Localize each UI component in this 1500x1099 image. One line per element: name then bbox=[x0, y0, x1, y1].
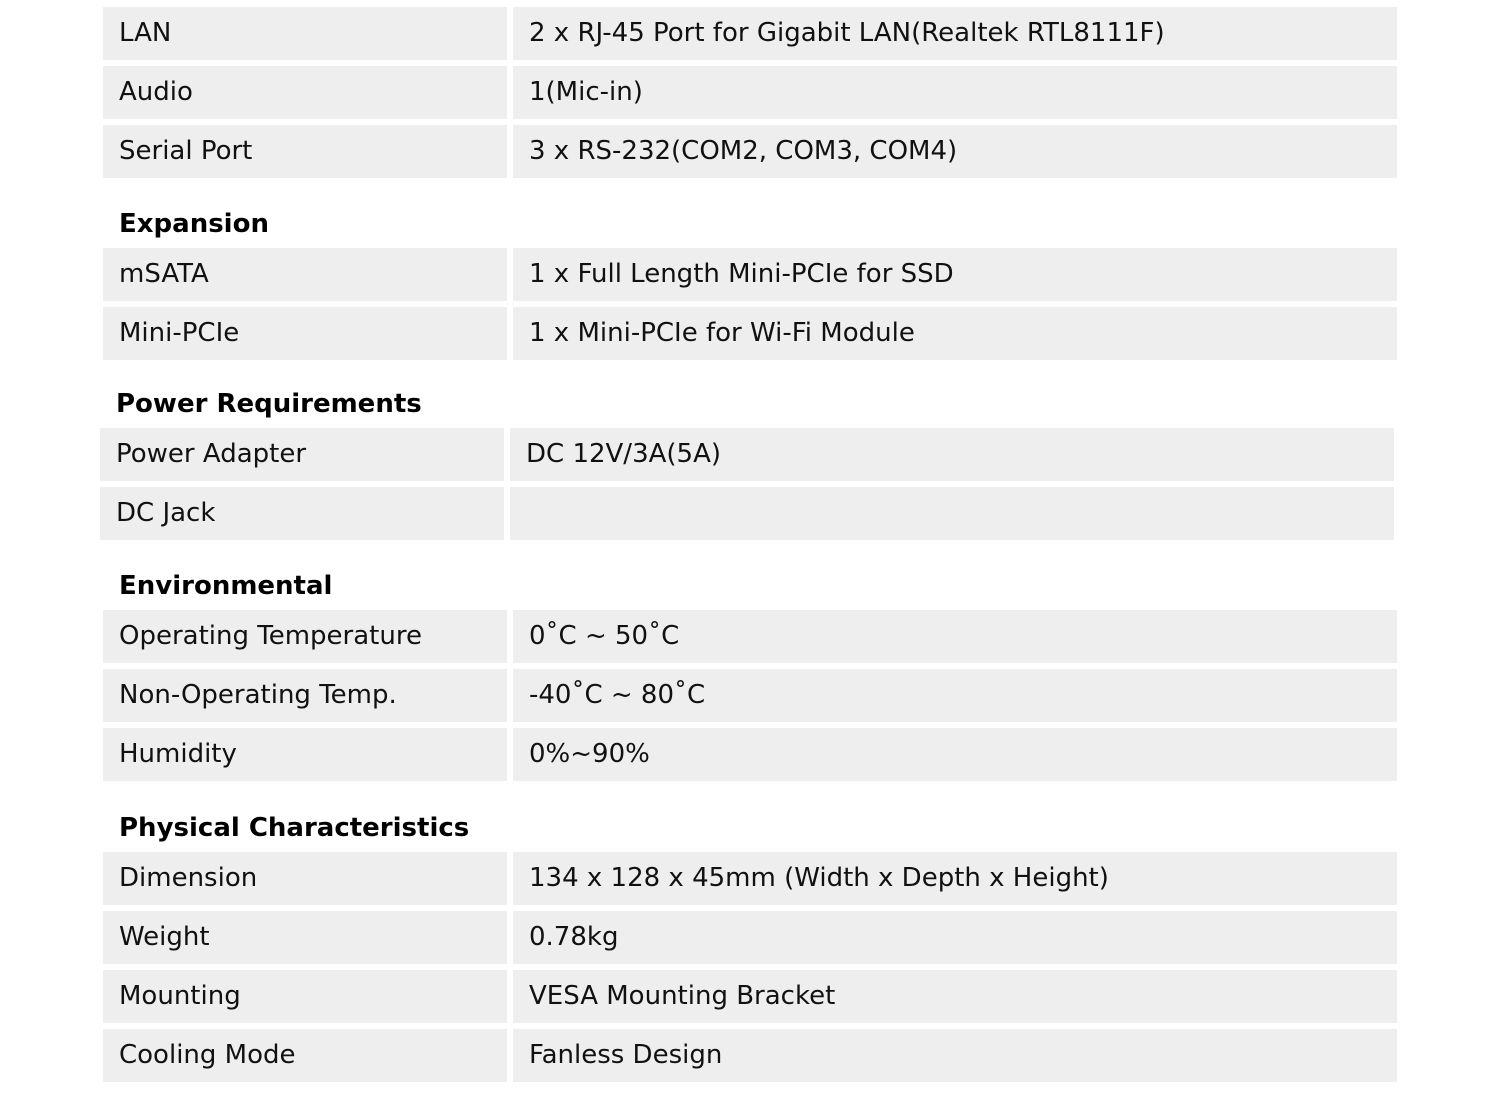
spec-label: Humidity bbox=[103, 728, 507, 781]
spec-value: DC 12V/3A(5A) bbox=[510, 428, 1394, 481]
spec-value: 134 x 128 x 45mm (Width x Depth x Height) bbox=[513, 852, 1397, 905]
spec-label: Non-Operating Temp. bbox=[103, 669, 507, 722]
spec-label: DC Jack bbox=[100, 487, 504, 540]
spec-label: mSATA bbox=[103, 248, 507, 301]
spec-label: Audio bbox=[103, 66, 507, 119]
spec-label: LAN bbox=[103, 7, 507, 60]
spec-value: 1 x Mini-PCIe for Wi-Fi Module bbox=[513, 307, 1397, 360]
spec-label: Power Adapter bbox=[100, 428, 504, 481]
spec-value: 1 x Full Length Mini-PCIe for SSD bbox=[513, 248, 1397, 301]
spec-value: 0.78kg bbox=[513, 911, 1397, 964]
section-title-expansion: Expansion bbox=[119, 209, 269, 239]
spec-label: Mini-PCIe bbox=[103, 307, 507, 360]
spec-label: Operating Temperature bbox=[103, 610, 507, 663]
spec-value: 0%~90% bbox=[513, 728, 1397, 781]
spec-value: Fanless Design bbox=[513, 1029, 1397, 1082]
spec-value: VESA Mounting Bracket bbox=[513, 970, 1397, 1023]
spec-value: -40˚C ~ 80˚C bbox=[513, 669, 1397, 722]
spec-label: Cooling Mode bbox=[103, 1029, 507, 1082]
section-title-power-requirements: Power Requirements bbox=[116, 389, 422, 419]
spec-label: Weight bbox=[103, 911, 507, 964]
spec-value: 3 x RS-232(COM2, COM3, COM4) bbox=[513, 125, 1397, 178]
spec-value: 0˚C ~ 50˚C bbox=[513, 610, 1397, 663]
section-title-environmental: Environmental bbox=[119, 571, 333, 601]
spec-value bbox=[510, 487, 1394, 540]
section-title-physical-characteristics: Physical Characteristics bbox=[119, 813, 470, 843]
spec-label: Mounting bbox=[103, 970, 507, 1023]
spec-value: 1(Mic-in) bbox=[513, 66, 1397, 119]
spec-label: Dimension bbox=[103, 852, 507, 905]
spec-value: 2 x RJ-45 Port for Gigabit LAN(Realtek RTL8111F) bbox=[513, 7, 1397, 60]
spec-label: Serial Port bbox=[103, 125, 507, 178]
